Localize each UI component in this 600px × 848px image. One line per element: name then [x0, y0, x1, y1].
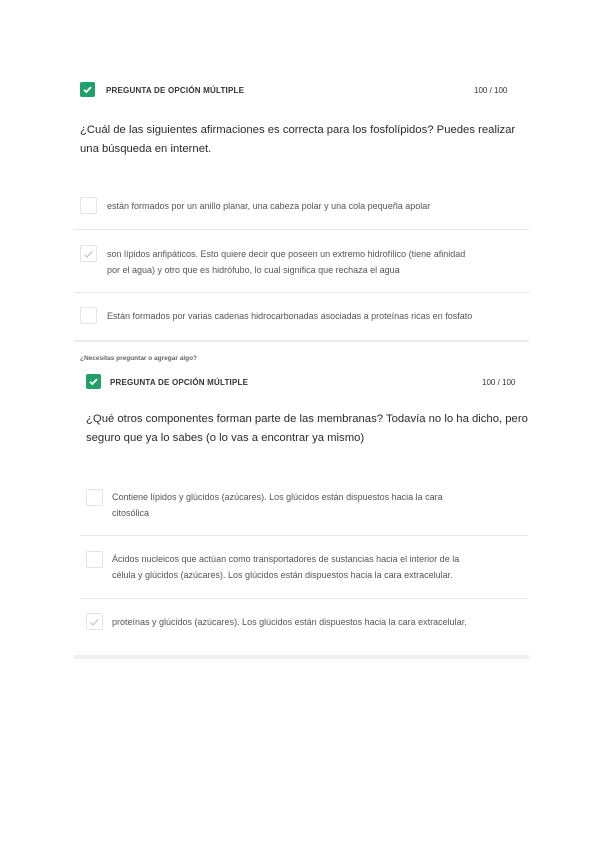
question-text-line: ¿Cuál de las siguientes afirmaciones es correcta para los fosfolípidos? Puedes realizar	[80, 124, 516, 136]
question-bottom-divider	[74, 340, 529, 342]
question-type-label: PREGUNTA DE OPCIÓN MÚLTIPLE	[106, 86, 245, 95]
option-divider	[74, 292, 529, 293]
option-text[interactable]	[107, 308, 527, 324]
check-icon	[89, 617, 100, 627]
correct-badge-icon	[86, 374, 101, 389]
option-divider	[80, 535, 528, 536]
option-checkbox[interactable]	[86, 489, 103, 506]
option-divider	[80, 598, 528, 599]
option-checkbox[interactable]	[86, 613, 103, 630]
option-checkbox[interactable]	[80, 245, 97, 262]
option-text[interactable]	[112, 551, 522, 583]
option-checkbox[interactable]	[86, 551, 103, 568]
question-score: 100 / 100	[474, 86, 508, 95]
question-text-line: una búsqueda en internet.	[80, 143, 212, 155]
option-text-line: citosólica	[112, 508, 150, 518]
option-text-line: Están formados por varias cadenas hidrocarbonadas asociadas a proteínas ricas en fosfato	[107, 311, 473, 321]
option-text-line: están formados por un anillo planar, una cabeza polar y una cola pequeña apolar	[107, 201, 431, 211]
question-text	[86, 410, 546, 448]
option-text[interactable]	[107, 198, 527, 214]
question-text	[80, 121, 540, 159]
option-text[interactable]	[107, 246, 527, 278]
option-text-line: Ácidos nucleicos que actúan como transportadores de sustancias hacia el interior de la	[112, 554, 460, 564]
option-text-line: por el agua) y otro que es hidrófubo, lo cual significa que rechaza el agua	[107, 265, 400, 275]
option-divider	[74, 229, 529, 230]
question-bottom-divider	[74, 655, 529, 659]
correct-badge-icon	[80, 82, 95, 97]
option-checkbox[interactable]	[80, 307, 97, 324]
question-score: 100 / 100	[482, 378, 516, 387]
question-text-line: ¿Qué otros componentes forman parte de las membranas? Todavía no lo ha dicho, pero	[86, 413, 528, 425]
help-link[interactable]: ¿Necesitas preguntar o agregar algo?	[80, 355, 198, 362]
question-text-line: seguro que ya lo sabes (o lo vas a encontrar ya mismo)	[86, 432, 365, 444]
question-type-label: PREGUNTA DE OPCIÓN MÚLTIPLE	[110, 378, 249, 387]
option-text[interactable]	[112, 489, 522, 521]
option-text-line: proteínas y glúcidos (azúcares). Los glúcidos están dispuestos hacia la cara extracelular.	[112, 617, 467, 627]
option-text-line: son lípidos anfipáticos. Esto quiere decir que poseen un extremo hidrofílico (tiene afinidad	[107, 249, 466, 259]
option-checkbox[interactable]	[80, 197, 97, 214]
option-text-line: célula y glúcidos (azúcares). Los glúcidos están dispuestos hacia la cara extracelular.	[112, 570, 453, 580]
check-icon	[83, 249, 94, 259]
option-text[interactable]	[112, 614, 522, 630]
option-text-line: Contiene lípidos y glúcidos (azúcares). Los glúcidos están dispuestos hacia la cara	[112, 492, 443, 502]
